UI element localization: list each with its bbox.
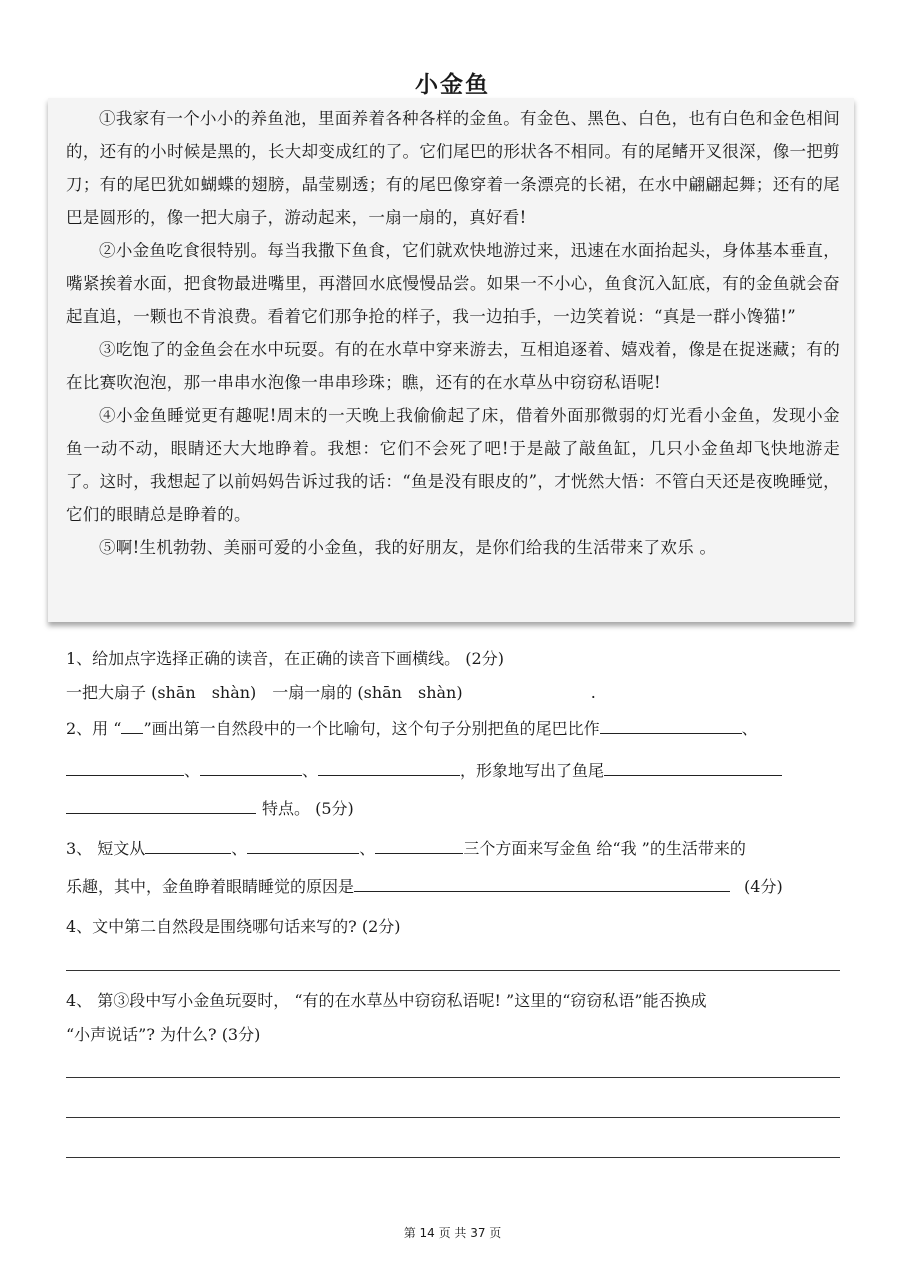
question-3-line-2: 乐趣，其中，金鱼睁着眼睛睡觉的原因是 (4分) <box>66 874 783 897</box>
question-1-options <box>66 680 596 703</box>
answer-blank[interactable] <box>375 836 463 854</box>
question-2-line-3: 特点。 (5分) <box>66 796 354 819</box>
answer-line[interactable] <box>66 1117 840 1118</box>
answer-blank[interactable] <box>247 836 359 854</box>
paragraph-2: ②小金鱼吃食很特别。每当我撒下鱼食，它们就欢快地游过来，迅速在水面抬起头，身体基本垂直，嘴紧挨着水面，把食物最进嘴里，再潜回水底慢慢品尝。如果一不小心，鱼食沉入缸底，有的金鱼就会奋起直追，一颗也不肯浪费。看着它们那争抢的样子，我一边拍手，一边笑着说：“真是一群小馋猫!” <box>66 241 840 326</box>
pinyin-options: 一把大扇子 (shān shàn) 一扇一扇的 (shān shàn) <box>66 683 463 702</box>
question-1: 1、给加点字选择正确的读音，在正确的读音下画横线。 (2分) <box>66 649 504 668</box>
reading-passage <box>48 98 854 622</box>
paragraph-5: ⑤啊!生机勃勃、美丽可爱的小金鱼，我的好朋友，是你们给我的生活带来了欢乐 。 <box>99 538 717 557</box>
question-5-line-1: 4、 第③段中写小金鱼玩耍时， “有的在水草丛中窃窃私语呢! ”这里的“窃窃私语”能否换成 <box>66 991 707 1010</box>
page-number: 第 14 页 共 37 页 <box>403 1226 502 1240</box>
answer-blank[interactable] <box>145 836 231 854</box>
answer-blank[interactable] <box>604 758 782 776</box>
question-5-line-2: “小声说话”? 为什么? (3分) <box>66 1025 261 1044</box>
paragraph-1: ①我家有一个小小的养鱼池，里面养着各种各样的金鱼。有金色、黑色、白色，也有白色和金色相间的，还有的小时候是黑的，长大却变成红的了。它们尾巴的形状各不相同。有的尾鳍开叉很深，像一把剪刀；有的尾巴犹如蝴蝶的翅膀，晶莹剔透；有的尾巴像穿着一条漂亮的长裙，在水中翩翩起舞；还有的尾巴是圆形的，像一把大扇子，游动起来，一扇一扇的，真好看! <box>66 109 840 227</box>
answer-line[interactable] <box>66 1157 840 1158</box>
question-2-line-2: 、 、 ，形象地写出了鱼尾 <box>66 758 782 781</box>
answer-blank[interactable] <box>66 758 184 776</box>
underline-sample <box>121 716 143 734</box>
answer-line[interactable] <box>66 970 840 971</box>
question-4: 4、文中第二自然段是围绕哪句话来写的? (2分) <box>66 917 401 936</box>
answer-blank[interactable] <box>318 758 460 776</box>
paragraph-3: ③吃饱了的金鱼会在水中玩耍。有的在水草中穿来游去，互相追逐着、嬉戏着，像是在捉迷藏；有的在比赛吹泡泡，那一串串水泡像一串串珍珠；瞧，还有的在水草丛中窃窃私语呢! <box>66 340 840 392</box>
paragraph-4: ④小金鱼睡觉更有趣呢!周末的一天晚上我偷偷起了床，借着外面那微弱的灯光看小金鱼，发现小金鱼一动不动，眼睛还大大地睁着。我想：它们不会死了吧!于是敲了敲鱼缸，几只小金鱼却飞快地游走了。这时，我想起了以前妈妈告诉过我的话：“鱼是没有眼皮的”，才恍然大悟：不管白天还是夜晚睡觉，它们的眼睛总是睁着的。 <box>66 406 840 524</box>
answer-blank[interactable] <box>200 758 302 776</box>
passage-title: 小金鱼 <box>415 72 490 98</box>
trailing-dot: . <box>590 683 596 702</box>
answer-blank[interactable] <box>66 796 256 814</box>
answer-line[interactable] <box>66 1077 840 1078</box>
question-2-line-1: 2、用 “ ”画出第一自然段中的一个比喻句，这个句子分别把鱼的尾巴比作 、 <box>66 716 758 739</box>
answer-blank[interactable] <box>354 874 730 892</box>
answer-blank[interactable] <box>600 716 742 734</box>
question-3-line-1: 3、 短文从 、 、 三个方面来写金鱼 给“我 ”的生活带来的 <box>66 836 746 859</box>
